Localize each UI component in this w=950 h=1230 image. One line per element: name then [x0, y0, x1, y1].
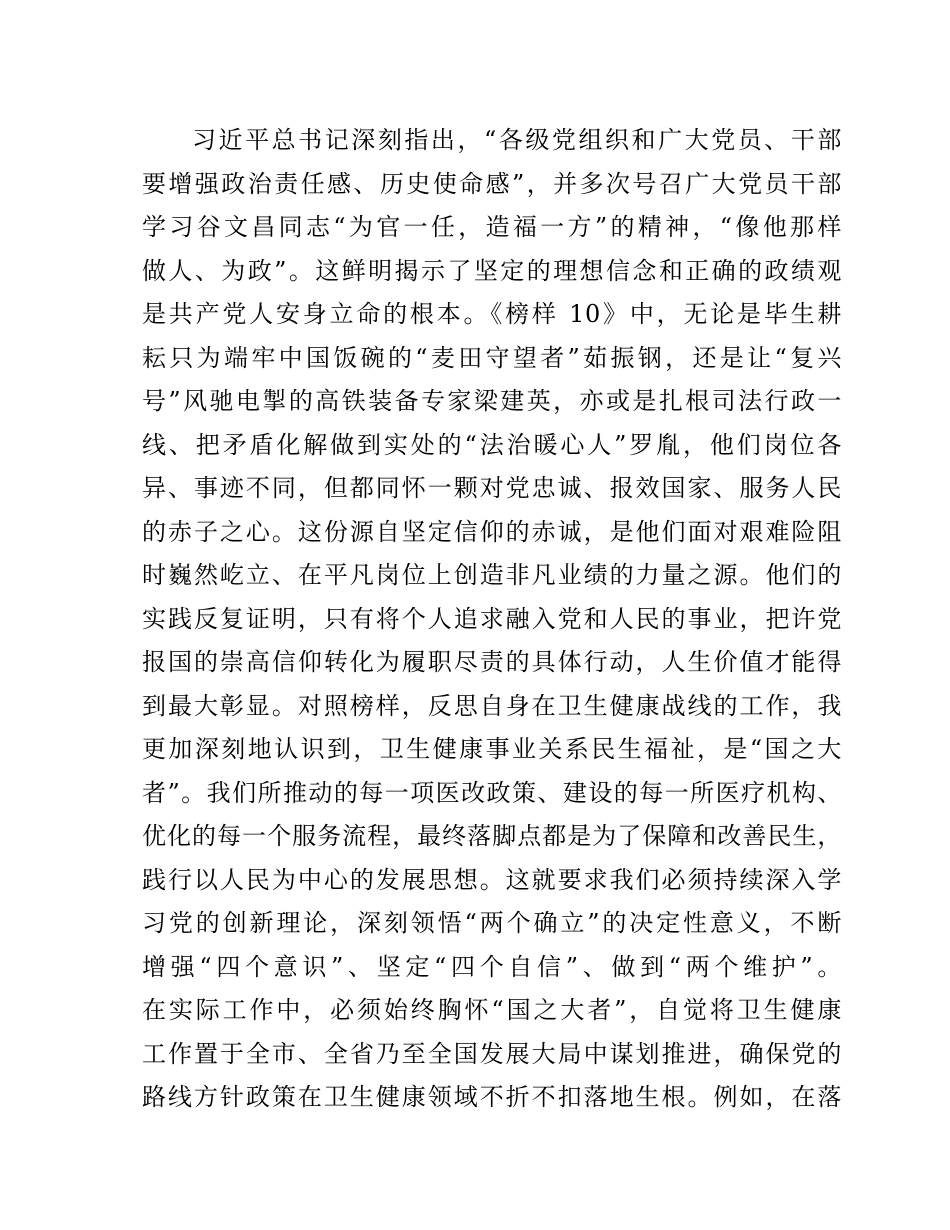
- text-line: 路线方针政策在卫生健康领域不折不扣落地生根。例如，在落: [142, 1083, 842, 1111]
- text-line: 实践反复证明，只有将个人追求融入党和人民的事业，把许党: [142, 604, 842, 633]
- text-line: 线、把矛盾化解做到实处的“法治暖心人”罗胤，他们岗位各: [142, 430, 842, 459]
- text-line: 更加深刻地认识到，卫生健康事业关系民生福祉，是“国之大: [142, 735, 842, 763]
- text-line: 号”风驰电掣的高铁装备专家梁建英，亦或是扎根司法行政一: [142, 387, 842, 415]
- text-line: 做人、为政”。这鲜明揭示了坚定的理想信念和正确的政绩观: [142, 256, 842, 285]
- text-line: 增强“四个意识”、坚定“四个自信”、做到“两个维护”。: [142, 952, 842, 981]
- body-paragraph: [142, 119, 842, 1120]
- text-line: 在实际工作中，必须始终胸怀“国之大者”，自觉将卫生健康: [142, 996, 842, 1024]
- text-line: 的赤子之心。这份源自坚定信仰的赤诚，是他们面对艰难险阻: [142, 517, 842, 546]
- text-line: 工作置于全市、全省乃至全国发展大局中谋划推进，确保党的: [142, 1039, 842, 1068]
- text-line: 习党的创新理论，深刻领悟“两个确立”的决定性意义，不断: [142, 909, 842, 937]
- text-line: 耘只为端牢中国饭碗的“麦田守望者”茹振钢，还是让“复兴: [142, 343, 842, 372]
- text-line: 报国的崇高信仰转化为履职尽责的具体行动，人生价值才能得: [142, 648, 842, 676]
- text-line: 异、事迹不同，但都同怀一颗对党忠诚、报效国家、服务人民: [142, 474, 842, 502]
- text-line: 践行以人民为中心的发展思想。这就要求我们必须持续深入学: [142, 865, 842, 894]
- text-line: 优化的每一个服务流程，最终落脚点都是为了保障和改善民生，: [142, 822, 842, 850]
- text-line: 要增强政治责任感、历史使命感”，并多次号召广大党员干部: [142, 169, 842, 198]
- text-line: 者”。我们所推动的每一项医改政策、建设的每一所医疗机构、: [142, 778, 842, 807]
- text-line: 习近平总书记深刻指出，“各级党组织和广大党员、干部: [192, 126, 842, 154]
- text-line: 是共产党人安身立命的根本。《榜样 10》中，无论是毕生耕: [142, 300, 842, 328]
- text-line: 到最大彰显。对照榜样，反思自身在卫生健康战线的工作，我: [142, 691, 842, 720]
- text-line: 学习谷文昌同志“为官一任，造福一方”的精神，“像他那样: [142, 213, 842, 241]
- text-line: 时巍然屹立、在平凡岗位上创造非凡业绩的力量之源。他们的: [142, 561, 842, 589]
